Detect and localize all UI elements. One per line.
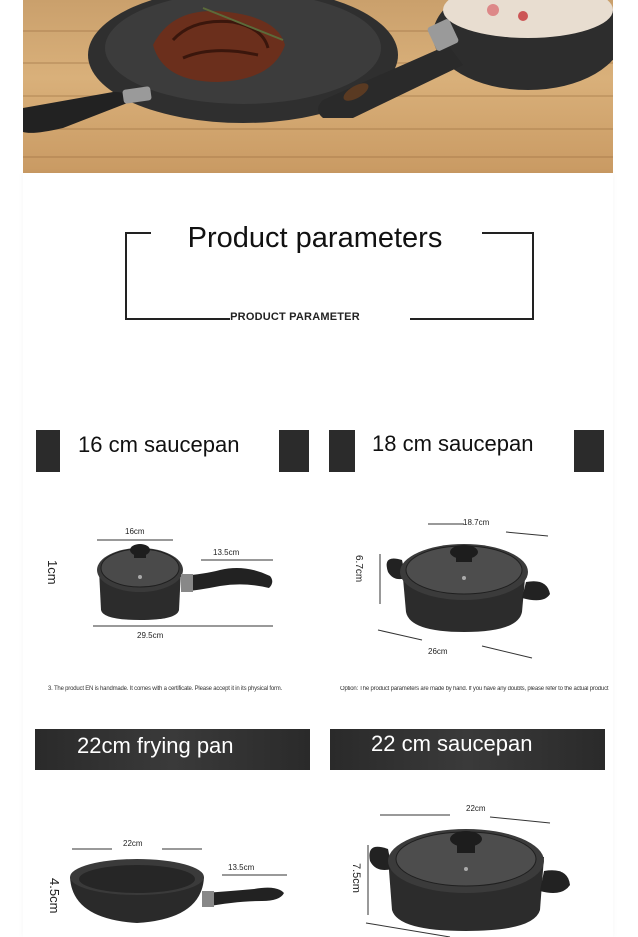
hero-cookware-image — [23, 0, 613, 173]
product-label: 22 cm saucepan — [371, 731, 533, 756]
label-marker — [36, 430, 60, 472]
page-subtitle: PRODUCT PARAMETER — [230, 311, 360, 323]
dimension-width: 16cm — [125, 527, 145, 536]
frying-pan-illustration — [23, 0, 613, 173]
saucepan-18-diagram — [372, 512, 572, 652]
dimension-width: 22cm — [466, 804, 486, 813]
label-marker — [279, 430, 309, 472]
dimension-height: 7.5cm — [350, 863, 362, 893]
dimension-total: 29.5cm — [137, 631, 164, 640]
note-left: 3. The product EN is handmade. It comes with a certificate. Please accept it in its physical form. — [48, 686, 283, 692]
label-marker — [329, 430, 355, 472]
dimension-total: 26cm — [428, 647, 448, 656]
dimension-height: 4.5cm — [47, 878, 62, 914]
saucepan-22-diagram — [360, 805, 580, 935]
note-right: Option: The product parameters are made by hand. If you have any doubts, please refer to the actual product — [340, 686, 609, 692]
product-label: 16 cm saucepan — [78, 432, 240, 457]
dimension-width: 22cm — [123, 839, 143, 848]
dimension-width: 18.7cm — [463, 518, 490, 527]
dimension-height: 6.7cm — [353, 555, 364, 583]
dimension-handle: 13.5cm — [213, 548, 240, 557]
saucepan-16-diagram — [85, 522, 285, 642]
frying-pan-22-diagram — [62, 837, 292, 937]
product-label: 22cm frying pan — [77, 733, 234, 758]
page-title: Product parameters — [187, 222, 443, 254]
dimension-height: 1cm — [45, 560, 60, 585]
dimension-handle: 13.5cm — [228, 863, 255, 872]
label-marker — [574, 430, 604, 472]
product-label: 18 cm saucepan — [372, 431, 534, 456]
